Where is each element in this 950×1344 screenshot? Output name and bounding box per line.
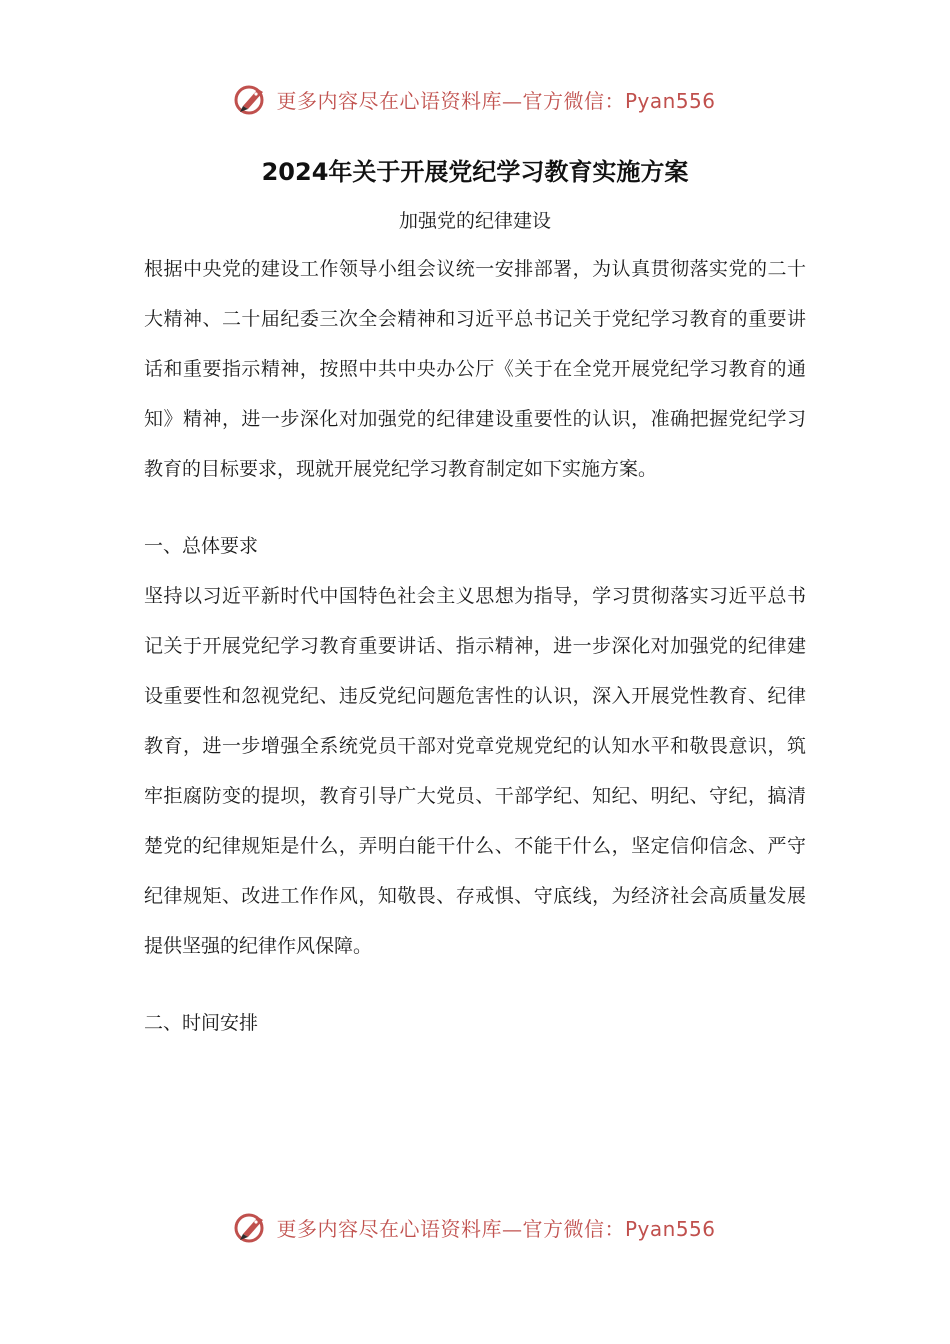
document-body xyxy=(144,244,806,1048)
document-subtitle: 加强党的纪律建设 xyxy=(398,210,551,232)
intro-paragraph: 根据中央党的建设工作领导小组会议统一安排部署，为认真贯彻落实党的二十大精神、二十届纪委三次全会精神和习近平总书记关于党纪学习教育的重要讲话和重要指示精神，按照中共中央办公厅《关于在全党开展党纪学习教育的通知》精神，进一步深化对加强党的纪律建设重要性的认识，准确把握党纪学习教育的目标要求，现就开展党纪学习教育制定如下实施方案。 xyxy=(144,258,806,480)
pen-nib-logo-icon xyxy=(234,82,268,116)
watermark-wechat-id: Pyan556 xyxy=(624,1216,716,1241)
section-body-general-requirements: 坚持以习近平新时代中国特色社会主义思想为指导，学习贯彻落实习近平总书记关于开展党纪学习教育重要讲话、指示精神，进一步深化对加强党的纪律建设重要性和忽视党纪、违反党纪问题危害性的认识，深入开展党性教育、纪律教育，进一步增强全系统党员干部对党章党规党纪的认知水平和敬畏意识，筑牢拒腐防变的提坝，教育引导广大党员、干部学纪、知纪、明纪、守纪，搞清楚党的纪律规矩是什么，弄明白能干什么、不能干什么，坚定信仰信念、严守纪律规矩、改进工作作风，知敬畏、存戒惧、守底线，为经济社会高质量发展提供坚强的纪律作风保障。 xyxy=(144,585,806,957)
pen-nib-logo-icon xyxy=(234,1210,268,1244)
section-heading-general-requirements: 一、总体要求 xyxy=(144,535,259,557)
watermark-wechat-id: Pyan556 xyxy=(624,88,716,113)
footer-watermark xyxy=(0,1210,950,1244)
document-title: 2024年关于开展党纪学习教育实施方案 xyxy=(261,158,689,186)
watermark-text: 更多内容尽在心语资料库—官方微信：Pyan556 xyxy=(276,88,716,113)
header-watermark xyxy=(0,82,950,116)
section-heading-schedule: 二、时间安排 xyxy=(144,1012,259,1034)
watermark-text: 更多内容尽在心语资料库—官方微信：Pyan556 xyxy=(276,1216,716,1241)
